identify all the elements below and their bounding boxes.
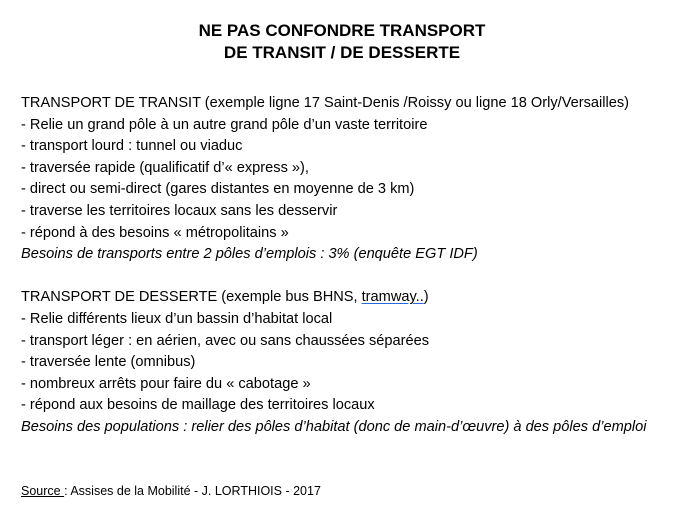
title-line-1: NE PAS CONFONDRE TRANSPORT (198, 21, 486, 40)
section-spacer (21, 266, 676, 288)
transit-note: Besoins de transports entre 2 pôles d’emplois : 3% (enquête EGT IDF) (21, 246, 478, 263)
document-body (21, 93, 676, 439)
source-citation (21, 483, 321, 499)
desserte-heading-end: ) (423, 289, 429, 306)
transit-item: - transport lourd : tunnel ou viaduc (21, 138, 243, 155)
desserte-item: - Relie différents lieux d’un bassin d’habitat local (21, 310, 333, 327)
transit-item: - Relie un grand pôle à un autre grand pôle d’un vaste territoire (21, 116, 428, 133)
transit-heading: TRANSPORT DE TRANSIT (exemple ligne 17 Saint-Denis /Roissy ou ligne 18 Orly/Versailles) (21, 95, 630, 111)
desserte-item: - nombreux arrêts pour faire du « cabotage » (21, 375, 311, 392)
transit-item: - répond à des besoins « métropolitains » (21, 224, 289, 241)
desserte-item: - transport léger : en aérien, avec ou sans chaussées séparées (21, 332, 430, 349)
desserte-note: Besoins des populations : relier des pôles d’habitat (donc de main-d’œuvre) à des pôles d’emploi (21, 418, 647, 435)
source-text: : Assises de la Mobilité - J. LORTHIOIS - 2017 (64, 484, 321, 498)
page-title (0, 20, 684, 64)
desserte-item: - répond aux besoins de maillage des territoires locaux (21, 397, 375, 414)
desserte-item: - traversée lente (omnibus) (21, 354, 196, 371)
desserte-heading (21, 287, 676, 309)
source-label: Source (21, 484, 65, 498)
transit-item: - traversée rapide (qualificatif d’« express »), (21, 159, 309, 176)
desserte-heading-start: TRANSPORT DE DESSERTE (exemple bus BHNS, (21, 289, 362, 306)
title-line-2: DE TRANSIT / DE DESSERTE (223, 43, 461, 62)
transit-item: - traverse les territoires locaux sans les desservir (21, 202, 338, 219)
desserte-heading-tramway: tramway.. (361, 289, 424, 306)
transit-item: - direct ou semi-direct (gares distantes en moyenne de 3 km) (21, 181, 415, 198)
